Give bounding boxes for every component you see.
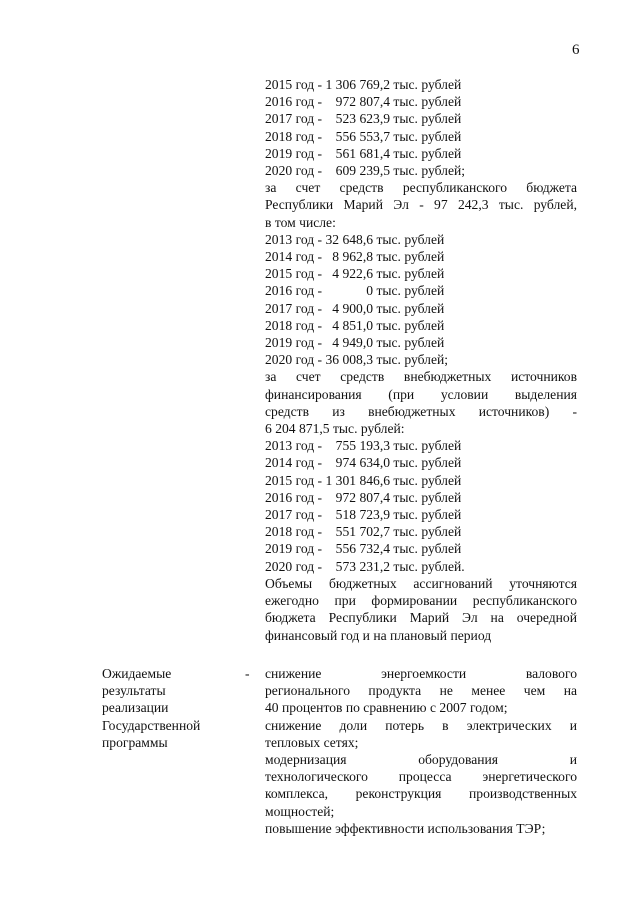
label-line: программы bbox=[102, 734, 168, 750]
paragraph-line: регионального продукта не менее чем на bbox=[265, 683, 577, 699]
paragraph-line: мощностей; bbox=[265, 803, 335, 819]
paragraph-line: снижение энергоемкости валового bbox=[265, 666, 577, 681]
paragraph-line: ежегодно при формировании республиканского bbox=[265, 593, 577, 609]
funding-line: 2014 год - 974 634,0 тыс. рублей bbox=[265, 455, 462, 471]
funding-line: 2019 год - 561 681,4 тыс. рублей bbox=[265, 145, 462, 161]
funding-line: 2015 год - 1 301 846,6 тыс. рублей bbox=[265, 472, 462, 488]
funding-line: 2014 год - 8 962,8 тыс. рублей bbox=[265, 249, 445, 265]
paragraph-line: повышение эффективности использования ТЭР; bbox=[265, 820, 546, 836]
funding-line: 2016 год - 972 807,4 тыс. рублей bbox=[265, 489, 462, 505]
funding-line: 2013 год - 32 648,6 тыс. рублей bbox=[265, 231, 445, 247]
paragraph-line: Объемы бюджетных ассигнований уточняются bbox=[265, 575, 577, 591]
funding-line: 2020 год - 36 008,3 тыс. рублей; bbox=[265, 352, 449, 368]
paragraph-line: комплекса, реконструкция производственных bbox=[265, 786, 577, 802]
funding-column bbox=[265, 76, 577, 644]
paragraph-line: финансирования (при условии выделения bbox=[265, 386, 577, 402]
result-item bbox=[265, 665, 577, 717]
funding-line: 2017 год - 4 900,0 тыс. рублей bbox=[265, 300, 445, 316]
result-item bbox=[265, 820, 577, 837]
label-dash: - bbox=[245, 666, 250, 681]
funding-line: 2019 год - 4 949,0 тыс. рублей bbox=[265, 335, 445, 351]
result-item bbox=[265, 717, 577, 751]
label-line: реализации bbox=[102, 700, 169, 716]
funding-line: 2018 год - 556 553,7 тыс. рублей bbox=[265, 128, 462, 144]
funding-line: 2015 год - 4 922,6 тыс. рублей bbox=[265, 266, 445, 282]
result-item bbox=[265, 751, 577, 820]
republic-budget-block bbox=[265, 179, 577, 368]
funding-line: 2020 год - 573 231,2 тыс. рублей. bbox=[265, 558, 465, 574]
funding-years-top bbox=[265, 76, 577, 179]
paragraph-line: тепловых сетях; bbox=[265, 734, 359, 750]
funding-line: 2015 год - 1 306 769,2 тыс. рублей bbox=[265, 77, 462, 92]
paragraph-line: технологического процесса энергетического bbox=[265, 769, 577, 785]
funding-line: 2016 год - 0 тыс. рублей bbox=[265, 283, 445, 299]
funding-line: 2017 год - 518 723,9 тыс. рублей bbox=[265, 507, 462, 523]
funding-line: 2016 год - 972 807,4 тыс. рублей bbox=[265, 94, 462, 110]
extrabudgetary-block bbox=[265, 368, 577, 574]
paragraph-line: модернизация оборудования и bbox=[265, 752, 577, 768]
paragraph-line: 40 процентов по сравнению с 2007 годом; bbox=[265, 700, 508, 716]
note-block bbox=[265, 575, 577, 644]
label-line: Ожидаемые bbox=[102, 666, 172, 681]
paragraph-line: за счет средств внебюджетных источников bbox=[265, 369, 577, 385]
expected-results-label bbox=[102, 665, 222, 751]
paragraph-line: Республики Марий Эл - 97 242,3 тыс. рублей, bbox=[265, 197, 577, 213]
paragraph-line: бюджета Республики Марий Эл на очередной bbox=[265, 610, 577, 626]
page-number: 6 bbox=[572, 42, 580, 58]
funding-line: 2018 год - 4 851,0 тыс. рублей bbox=[265, 317, 445, 333]
funding-line: 2013 год - 755 193,3 тыс. рублей bbox=[265, 438, 462, 454]
paragraph-line: в том числе: bbox=[265, 214, 336, 230]
funding-line: 2018 год - 551 702,7 тыс. рублей bbox=[265, 524, 462, 540]
label-line: результаты bbox=[102, 683, 166, 699]
funding-line: 2020 год - 609 239,5 тыс. рублей; bbox=[265, 163, 466, 179]
paragraph-line: средств из внебюджетных источников) - bbox=[265, 403, 577, 419]
expected-results-list bbox=[265, 665, 577, 837]
label-line: Государственной bbox=[102, 717, 201, 733]
funding-line: 2019 год - 556 732,4 тыс. рублей bbox=[265, 541, 462, 557]
funding-line: 2017 год - 523 623,9 тыс. рублей bbox=[265, 111, 462, 127]
paragraph-line: финансовый год и на плановый период bbox=[265, 627, 492, 643]
paragraph-line: 6 204 871,5 тыс. рублей: bbox=[265, 421, 405, 437]
paragraph-line: снижение доли потерь в электрических и bbox=[265, 717, 577, 733]
paragraph-line: за счет средств республиканского бюджета bbox=[265, 180, 577, 196]
